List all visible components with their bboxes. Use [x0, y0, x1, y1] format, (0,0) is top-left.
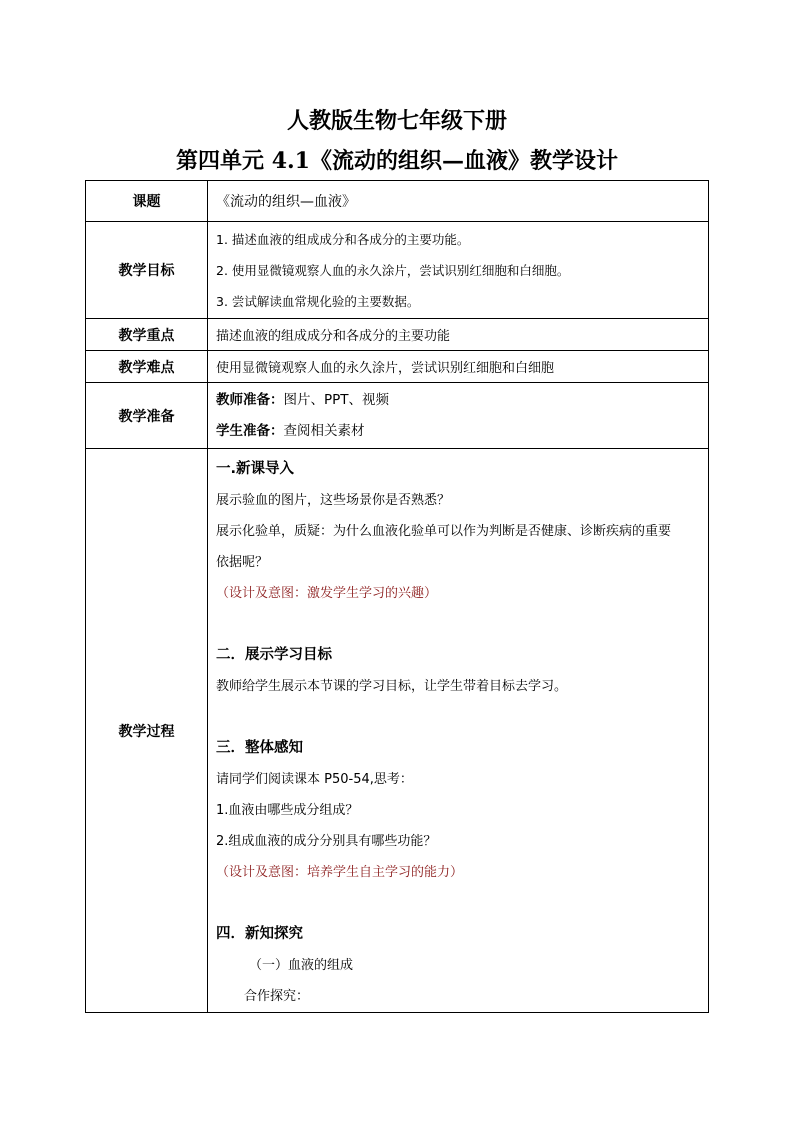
- paragraph: 依据呢？: [216, 554, 269, 570]
- table-row-topic: [86, 181, 709, 222]
- process-cell: [208, 449, 709, 1013]
- section-heading: 四．新知探究: [216, 925, 303, 942]
- document-subtitle: 第四单元 4.1《流动的组织—血液》教学设计: [176, 148, 618, 174]
- topic-value: 《流动的组织—血液》: [208, 181, 709, 222]
- topic-label: 课题: [86, 181, 208, 222]
- student-preparation-label: 学生准备：: [216, 422, 284, 439]
- objective-item: 3. 尝试解读血常规化验的主要数据。: [216, 293, 420, 309]
- design-note: （设计及意图：培养学生自主学习的能力）: [216, 864, 464, 880]
- section-heading: 二．展示学习目标: [216, 646, 332, 663]
- table-row-preparation: [86, 383, 709, 449]
- design-note: （设计及意图：激发学生学习的兴趣）: [216, 585, 438, 601]
- preparation-cell: [208, 383, 709, 449]
- teacher-preparation: [216, 385, 708, 416]
- section-heading: 一.新课导入: [216, 460, 295, 477]
- objectives-cell: [208, 222, 709, 319]
- lesson-plan-table: [85, 180, 709, 1013]
- section-heading: 三．整体感知: [216, 739, 303, 756]
- table-row-process: [86, 449, 709, 1013]
- objective-item: 2. 使用显微镜观察人血的永久涂片，尝试识别红细胞和白细胞。: [216, 262, 570, 278]
- table-row-difficulties: [86, 351, 709, 383]
- student-preparation: [216, 416, 708, 447]
- table-row-key-points: [86, 319, 709, 351]
- spacer: [216, 888, 708, 919]
- paragraph: 合作探究：: [244, 988, 310, 1004]
- paragraph: 教师给学生展示本节课的学习目标，让学生带着目标去学习。: [216, 678, 568, 694]
- process-label: 教学过程: [86, 449, 208, 1013]
- key-points-label: 教学重点: [86, 319, 208, 351]
- paragraph: 展示验血的图片，这些场景你是否熟悉？: [216, 492, 451, 508]
- objective-item: 1. 描述血液的组成成分和各成分的主要功能。: [216, 231, 470, 247]
- paragraph: 展示化验单，质疑：为什么血液化验单可以作为判断是否健康、诊断疾病的重要: [216, 523, 672, 539]
- table-row-objectives: [86, 222, 709, 319]
- objectives-label: 教学目标: [86, 222, 208, 319]
- spacer: [216, 609, 708, 640]
- difficulties-label: 教学难点: [86, 351, 208, 383]
- paragraph: 请同学们阅读课本 P50-54,思考：: [216, 771, 413, 787]
- key-points-value: 描述血液的组成成分和各成分的主要功能: [208, 319, 709, 351]
- difficulties-value: 使用显微镜观察人血的永久涂片，尝试识别红细胞和白细胞: [208, 351, 709, 383]
- teacher-preparation-value: 图片、PPT、视频: [283, 391, 390, 408]
- document-title: 人教版生物七年级下册: [286, 108, 507, 134]
- paragraph: 2.组成血液的成分分别具有哪些功能？: [216, 833, 437, 849]
- teacher-preparation-label: 教师准备：: [216, 391, 284, 408]
- student-preparation-value: 查阅相关素材: [283, 422, 365, 439]
- subsection-heading: （一）血液的组成: [249, 957, 354, 973]
- paragraph: 1.血液由哪些成分组成？: [216, 802, 359, 818]
- preparation-label: 教学准备: [86, 383, 208, 449]
- spacer: [216, 702, 708, 733]
